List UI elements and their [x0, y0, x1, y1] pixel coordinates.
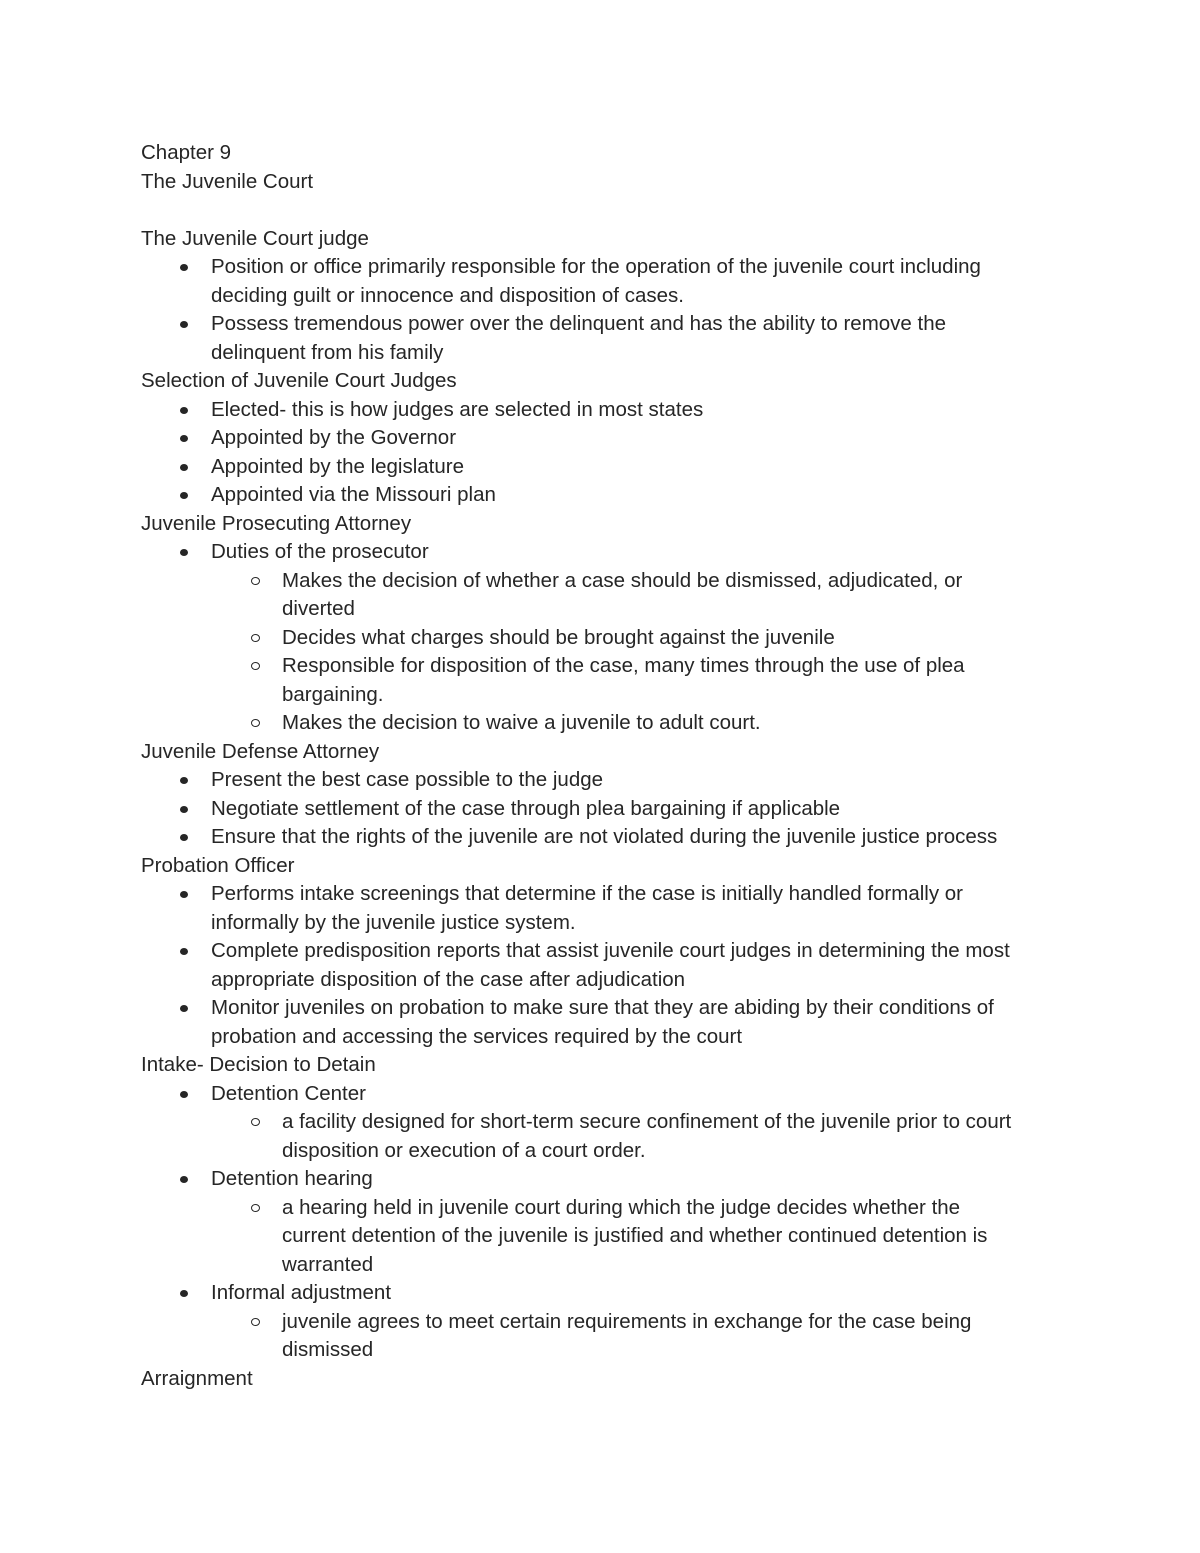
- list-item: [141, 253, 1071, 310]
- sub-list-item: [141, 624, 1071, 653]
- sub-list-item: [141, 652, 1071, 709]
- list-item: [141, 1080, 1071, 1109]
- bullet-disc-icon: [180, 264, 188, 271]
- chapter-number: Chapter 9: [141, 141, 232, 164]
- bullet-circle-icon: [251, 1318, 260, 1326]
- item-text-line: Makes the decision of whether a case should be dismissed, adjudicated, or: [282, 568, 963, 592]
- bullet-disc-icon: [180, 1176, 188, 1183]
- item-text-line: a hearing held in juvenile court during which the judge decides whether the: [282, 1195, 961, 1219]
- item-text-line: Possess tremendous power over the delinquent and has the ability to remove the: [211, 312, 947, 335]
- item-text-line: Elected- this is how judges are selected in most states: [211, 397, 704, 421]
- list-item: [141, 937, 1071, 994]
- list-item: [141, 1165, 1071, 1194]
- chapter-title: The Juvenile Court: [141, 169, 314, 193]
- item-text-line: disposition or execution of a court order.: [282, 1138, 646, 1162]
- bullet-list: [141, 1080, 1071, 1365]
- section-heading: Selection of Juvenile Court Judges: [141, 369, 457, 392]
- bullet-circle-icon: [251, 662, 260, 670]
- list-item: [141, 880, 1071, 937]
- item-text-line: Duties of the prosecutor: [211, 540, 429, 563]
- document-body: [141, 139, 1071, 1393]
- bullet-circle-icon: [251, 719, 260, 727]
- sub-list-item: [141, 709, 1071, 738]
- item-text-line: Performs intake screenings that determine if the case is initially handled formally or: [211, 882, 964, 905]
- bullet-disc-icon: [180, 834, 188, 841]
- item-text-line: Monitor juveniles on probation to make sure that they are abiding by their conditions of: [211, 996, 994, 1019]
- bullet-circle-icon: [251, 1204, 260, 1212]
- item-text-line: Complete predisposition reports that assist juvenile court judges in determining the most: [211, 939, 1010, 962]
- item-text-line: bargaining.: [282, 682, 384, 706]
- item-text-line: Position or office primarily responsible for the operation of the juvenile court including: [211, 255, 981, 278]
- sub-list-item: [141, 1194, 1071, 1280]
- list-item: [141, 795, 1071, 824]
- sub-list-item: [141, 1308, 1071, 1365]
- bullet-disc-icon: [180, 464, 188, 471]
- list-item: [141, 453, 1071, 482]
- bullet-list: [141, 253, 1071, 367]
- list-item: [141, 538, 1071, 567]
- bullet-disc-icon: [180, 891, 188, 898]
- list-item: [141, 766, 1071, 795]
- item-text-line: diverted: [282, 597, 355, 620]
- sub-list-item: [141, 1108, 1071, 1165]
- item-text-line: probation and accessing the services required by the court: [211, 1024, 743, 1048]
- item-text-line: current detention of the juvenile is justified and whether continued detention is: [282, 1224, 988, 1247]
- item-text-line: Detention hearing: [211, 1167, 373, 1190]
- list-item: [141, 1279, 1071, 1308]
- section-heading: Juvenile Prosecuting Attorney: [141, 511, 412, 535]
- bullet-list: [141, 766, 1071, 852]
- item-text-line: Makes the decision to waive a juvenile to adult court.: [282, 711, 761, 734]
- item-text-line: Negotiate settlement of the case through plea bargaining if applicable: [211, 796, 841, 820]
- item-text-line: deciding guilt or innocence and disposition of cases.: [211, 283, 684, 307]
- list-item: [141, 994, 1071, 1051]
- section-heading: Intake- Decision to Detain: [141, 1053, 376, 1076]
- sub-list-item: [141, 567, 1071, 624]
- bullet-disc-icon: [180, 492, 188, 499]
- list-item: [141, 310, 1071, 367]
- item-text-line: Appointed by the legislature: [211, 454, 465, 478]
- item-text-line: Detention Center: [211, 1081, 366, 1105]
- bullet-circle-icon: [251, 577, 260, 585]
- bullet-disc-icon: [180, 777, 188, 784]
- blank-line: [141, 196, 1071, 225]
- bullet-list: [141, 538, 1071, 738]
- item-text-line: Informal adjustment: [211, 1281, 392, 1304]
- bullet-list: [141, 880, 1071, 1051]
- section-heading: Probation Officer: [141, 853, 295, 877]
- bullet-disc-icon: [180, 1005, 188, 1012]
- bullet-list: [141, 396, 1071, 510]
- item-text-line: Responsible for disposition of the case, many times through the use of plea: [282, 654, 965, 677]
- item-text-line: dismissed: [282, 1338, 374, 1361]
- bullet-disc-icon: [180, 1091, 188, 1098]
- bullet-circle-icon: [251, 634, 260, 642]
- bullet-disc-icon: [180, 948, 188, 955]
- item-text-line: warranted: [282, 1252, 374, 1276]
- bullet-disc-icon: [180, 806, 188, 813]
- item-text-line: Ensure that the rights of the juvenile are not violated during the juvenile justice process: [211, 825, 998, 848]
- item-text-line: Present the best case possible to the judge: [211, 768, 604, 791]
- bullet-disc-icon: [180, 321, 188, 328]
- bullet-circle-icon: [251, 1118, 260, 1126]
- list-item: [141, 481, 1071, 510]
- section-heading: Juvenile Defense Attorney: [141, 739, 380, 763]
- list-item: [141, 823, 1071, 852]
- list-item: [141, 424, 1071, 453]
- section-heading: The Juvenile Court judge: [141, 226, 369, 250]
- section-heading: Arraignment: [141, 1366, 253, 1390]
- item-text-line: Appointed via the Missouri plan: [211, 483, 496, 506]
- item-text-line: juvenile agrees to meet certain requirements in exchange for the case being: [282, 1309, 972, 1333]
- item-text-line: Decides what charges should be brought against the juvenile: [282, 625, 835, 649]
- item-text-line: delinquent from his family: [211, 340, 444, 364]
- item-text-line: informally by the juvenile justice system.: [211, 910, 576, 934]
- bullet-disc-icon: [180, 435, 188, 442]
- list-item: [141, 396, 1071, 425]
- item-text-line: Appointed by the Governor: [211, 426, 457, 449]
- bullet-disc-icon: [180, 1290, 188, 1297]
- item-text-line: a facility designed for short-term secure confinement of the juvenile prior to court: [282, 1110, 1012, 1133]
- item-text-line: appropriate disposition of the case after adjudication: [211, 967, 686, 991]
- bullet-disc-icon: [180, 549, 188, 556]
- notes-outline: [141, 225, 1071, 1394]
- bullet-disc-icon: [180, 407, 188, 414]
